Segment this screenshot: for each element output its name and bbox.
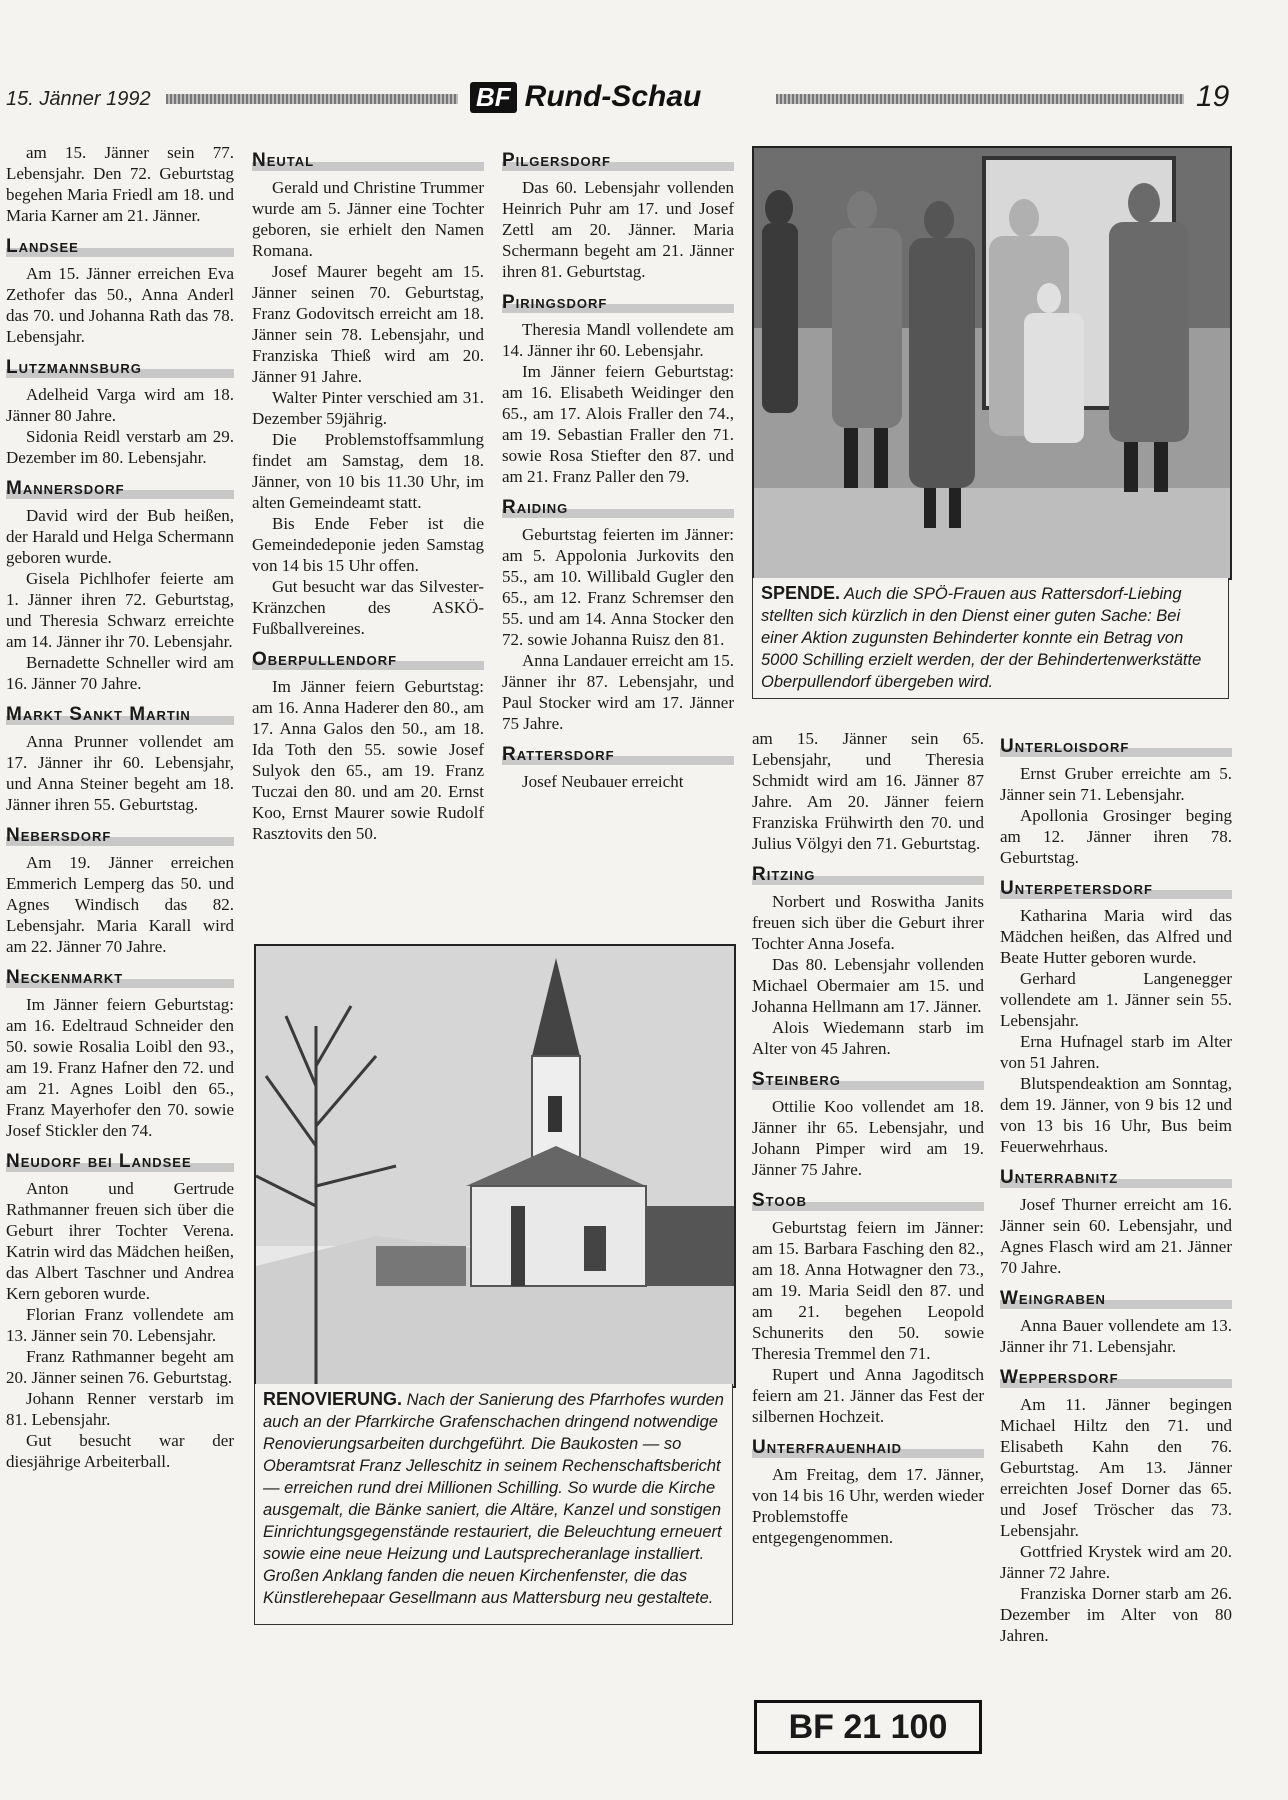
article-paragraph: Erna Hufnagel starb im Alter von 51 Jahren. xyxy=(1000,1032,1232,1072)
section-heading-piringsdorf: Piringsdorf xyxy=(502,290,734,313)
renovierung-caption xyxy=(254,1384,733,1625)
article-paragraph: Gut besucht war der diesjährige Arbeiterball. xyxy=(6,1431,234,1471)
article-paragraph: Walter Pinter verschied am 31. Dezember 59jährig. xyxy=(252,388,484,428)
page-number: 19 xyxy=(1196,80,1230,113)
article-paragraph: am 15. Jänner sein 77. Lebensjahr. Den 72. Geburtstag begehen Maria Friedl am 18. und Maria Karner am 21. Jänner. xyxy=(6,143,234,225)
article-paragraph: Gut besucht war das Silvester-Kränzchen des ASKÖ-Fußballvereines. xyxy=(252,577,484,638)
article-paragraph: Johann Renner verstarb im 81. Lebensjahr. xyxy=(6,1389,234,1429)
masthead-logo xyxy=(470,80,701,114)
column-3 xyxy=(502,140,734,792)
article-paragraph: Geburtstag feierten im Jänner: am 5. Appolonia Jurkovits den 55., am 10. Willibald Gugler den 65., am 12. Franz Schremser den 55. und am 14. Anna Stocker den 72. sowie Johanna Ruisz den 81. xyxy=(502,525,734,649)
section-heading-neutal: Neutal xyxy=(252,148,484,171)
article-paragraph: Anna Prunner vollendet am 17. Jänner ihr 60. Lebensjahr, und Anna Steiner begeht am 18. Jänner ihren 55. Geburtstag. xyxy=(6,732,234,814)
article-paragraph: Apollonia Grosinger beging am 12. Jänner ihren 78. Geburtstag. xyxy=(1000,806,1232,867)
article-paragraph: Die Problemstoffsammlung findet am Samstag, dem 18. Jänner, von 10 bis 11.30 Uhr, im alten Gemeindeamt statt. xyxy=(252,430,484,512)
article-paragraph: Katharina Maria wird das Mädchen heißen, das Alfred und Beate Hutter geboren wurde. xyxy=(1000,906,1232,967)
article-paragraph: Im Jänner feiern Geburtstag: am 16. Elisabeth Weidinger den 65., am 17. Alois Fraller den 74., am 19. Sebastian Fraller den 71. sowie Rosa Stiefter den 87. und am 21. Franz Paller den 79. xyxy=(502,362,734,486)
logo-title: Rund-Schau xyxy=(524,80,702,113)
article-paragraph: David wird der Bub heißen, der Harald und Helga Schermann geboren wurde. xyxy=(6,506,234,567)
spende-caption xyxy=(752,578,1229,699)
article-paragraph: Gisela Pichlhofer feierte am 1. Jänner ihren 72. Geburtstag, und Theresia Schwarz erreichte am 14. Jänner ihr 70. Lebensjahr. xyxy=(6,569,234,651)
article-paragraph: Geburtstag feiern im Jänner: am 15. Barbara Fasching den 82., am 18. Anna Hotwagner den 73., am 19. Maria Seidl den 87. und am 21. begehen Leopold Schunerits den 50. sowie Theresia Tremmel den 71. xyxy=(752,1218,984,1363)
section-heading-nebersdorf: Nebersdorf xyxy=(6,823,234,846)
article-paragraph: Am 11. Jänner begingen Michael Hiltz den 71. und Elisabeth Kahn den 76. Geburtstag. Am 13. Jänner erreichten Josef Dorner das 65. und Josef Tröscher das 73. Lebensjahr. xyxy=(1000,1395,1232,1540)
issue-date: 15. Jänner 1992 xyxy=(6,88,151,110)
article-paragraph: Bernadette Schneller wird am 16. Jänner 70 Jahre. xyxy=(6,653,234,693)
article-paragraph: Theresia Mandl vollendete am 14. Jänner ihr 60. Lebensjahr. xyxy=(502,320,734,360)
renovierung-caption-lead: RENOVIERUNG. xyxy=(263,1389,403,1409)
article-paragraph: Florian Franz vollendete am 13. Jänner sein 70. Lebensjahr. xyxy=(6,1305,234,1345)
article-paragraph: Sidonia Reidl verstarb am 29. Dezember im 80. Lebensjahr. xyxy=(6,427,234,467)
article-paragraph: Josef Maurer begeht am 15. Jänner seinen 70. Geburtstag, Franz Godovitsch erreicht am 18. Jänner sein 78. Lebensjahr, und Franziska Thieß wird am 20. Jänner 91 Jahre. xyxy=(252,262,484,386)
logo-bf: BF xyxy=(470,82,517,113)
article-paragraph: Adelheid Varga wird am 18. Jänner 80 Jahre. xyxy=(6,385,234,425)
article-paragraph: Das 80. Lebensjahr vollenden Michael Obermaier am 15. und Johanna Hellmann am 17. Jänner. xyxy=(752,955,984,1016)
church-photo-graphic xyxy=(256,946,734,1386)
article-paragraph: Alois Wiedemann starb im Alter von 45 Jahren. xyxy=(752,1018,984,1058)
article-paragraph: Im Jänner feiern Geburtstag: am 16. Edeltraud Schneider den 50. sowie Rosalia Loibl den 93., am 19. Franz Hafner den 72. und am 21. Agnes Loibl den 65., Franz Mayerhofer den 70. sowie Josef Stickler den 74. xyxy=(6,995,234,1140)
section-heading-markt-sankt-martin: Markt Sankt Martin xyxy=(6,702,234,725)
spende-caption-text: Auch die SPÖ-Frauen aus Rattersdorf-Liebing stellten sich kürzlich in den Dienst einer guten Sache: Bei einer Aktion zugunsten Behinderter konnte ein Betrag von 5000 Schilling erzielt werden, der der Behindertenwerkstätte Oberpullendorf übergeben wird. xyxy=(761,585,1202,691)
section-heading-neudorf-bei-landsee: Neudorf bei Landsee xyxy=(6,1149,234,1172)
column-4 xyxy=(752,728,984,1548)
section-heading-neckenmarkt: Neckenmarkt xyxy=(6,965,234,988)
article-paragraph: Gerald und Christine Trummer wurde am 5. Jänner eine Tochter geboren, sie erhielt den Namen Romana. xyxy=(252,178,484,260)
article-paragraph: Gerhard Langenegger vollendete am 1. Jänner sein 55. Lebensjahr. xyxy=(1000,969,1232,1030)
section-heading-oberpullendorf: Oberpullendorf xyxy=(252,647,484,670)
article-paragraph: Norbert und Roswitha Janits freuen sich über die Geburt ihrer Tochter Anna Josefa. xyxy=(752,892,984,953)
section-heading-weppersdorf: Weppersdorf xyxy=(1000,1365,1232,1388)
article-paragraph: Ottilie Koo vollendet am 18. Jänner ihr 65. Lebensjahr, und Johann Pimper wird am 19. Jänner 75 Jahre. xyxy=(752,1097,984,1179)
renovierung-caption-text: Nach der Sanierung des Pfarrhofes wurden auch an der Pfarrkirche Grafenschachen dringend notwendige Renovierungsarbeiten durchgeführt. Die Baukosten — so Oberamtsrat Franz Jelleschitz in seinem Rechenschaftsbericht — erreichen rund drei Millionen Schilling. So wurde die Kirche ausgemalt, die Bänke saniert, die Altäre, Kanzel und sonstigen Einrichtungsgegenstände restauriert, die Beleuchtung erneuert sowie eine neue Heizung und Lautsprecheranlage installiert. Großen Anklang fanden die neuen Kirchenfenster, die das Künstlerehepaar Gesellmann aus Mattersburg neu gestaltete. xyxy=(263,1391,724,1607)
article-paragraph: Gottfried Krystek wird am 20. Jänner 72 Jahre. xyxy=(1000,1542,1232,1582)
column-5 xyxy=(1000,726,1232,1646)
section-heading-raiding: Raiding xyxy=(502,495,734,518)
section-heading-rattersdorf: Rattersdorf xyxy=(502,742,734,765)
article-paragraph: Bis Ende Feber ist die Gemeindedeponie jeden Samstag von 14 bis 15 Uhr offen. xyxy=(252,514,484,575)
article-paragraph: Franziska Dorner starb am 26. Dezember im Alter von 80 Jahren. xyxy=(1000,1584,1232,1645)
header-rule-right xyxy=(776,94,1184,104)
article-paragraph: Josef Neubauer erreicht xyxy=(522,772,684,791)
section-heading-pilgersdorf: Pilgersdorf xyxy=(502,148,734,171)
church-photo xyxy=(254,944,736,1388)
section-heading-unterpetersdorf: Unterpetersdorf xyxy=(1000,876,1232,899)
column-1 xyxy=(6,142,234,1472)
spende-caption-lead: SPENDE. xyxy=(761,583,841,603)
spende-group-photo xyxy=(752,146,1232,580)
column-2 xyxy=(252,140,484,844)
group-photo-graphic xyxy=(754,148,1230,578)
bf-code-box: BF 21 100 xyxy=(754,1700,982,1754)
header-rule-left xyxy=(166,94,458,104)
article-paragraph: Anton und Gertrude Rathmanner freuen sich über die Geburt ihrer Tochter Verena. Katrin wird das Mädchen heißen, das Albert Taschner und Andrea Kern geboren wurde. xyxy=(6,1179,234,1303)
article-paragraph: am 15. Jänner sein 65. Lebensjahr, und Theresia Schmidt wird am 16. Jänner 87 Jahre. Am 20. Jänner feiern Franziska Frühwirth den 70. und Julius Völgyi den 71. Geburtstag. xyxy=(752,729,984,853)
article-paragraph: Im Jänner feiern Geburtstag: am 16. Anna Haderer den 80., am 17. Anna Galos den 50., am 18. Ida Toth den 55. sowie Josef Sulyok den 65., am 19. Franz Tuczai den 80. und am 20. Ernst Koo, Ernst Maurer sowie Rudolf Rasztovits den 50. xyxy=(252,677,484,843)
section-heading-ritzing: Ritzing xyxy=(752,862,984,885)
article-paragraph: Blutspendeaktion am Sonntag, dem 19. Jänner, von 9 bis 12 und von 13 bis 16 Uhr, Bus beim Feuerwehrhaus. xyxy=(1000,1074,1232,1156)
section-heading-unterrabnitz: Unterrabnitz xyxy=(1000,1165,1232,1188)
article-paragraph: Am 15. Jänner erreichen Eva Zethofer das 50., Anna Anderl das 70. und Johanna Rath das 78. Lebensjahr. xyxy=(6,264,234,346)
section-heading-lutzmannsburg: Lutzmannsburg xyxy=(6,355,234,378)
article-paragraph: Ernst Gruber erreichte am 5. Jänner sein 71. Lebensjahr. xyxy=(1000,764,1232,804)
section-heading-stoob: Stoob xyxy=(752,1188,984,1211)
article-paragraph: Das 60. Lebensjahr vollenden Heinrich Puhr am 17. und Josef Zettl am 20. Jänner. Maria Schermann begeht am 21. Jänner ihren 81. Geburtstag. xyxy=(502,178,734,281)
section-heading-unterfrauenhaid: Unterfrauenhaid xyxy=(752,1435,984,1458)
article-paragraph: Anna Bauer vollendete am 13. Jänner ihr 71. Lebensjahr. xyxy=(1000,1316,1232,1356)
article-paragraph: Am Freitag, dem 17. Jänner, von 14 bis 16 Uhr, werden wieder Problemstoffe entgegengenommen. xyxy=(752,1465,984,1547)
article-paragraph: Rupert und Anna Jagoditsch feiern am 21. Jänner das Fest der silbernen Hochzeit. xyxy=(752,1365,984,1426)
article-paragraph: Anna Landauer erreicht am 15. Jänner ihr 87. Lebensjahr, und Paul Stocker wird am 17. Jänner 75 Jahre. xyxy=(502,651,734,733)
section-heading-unterloisdorf: Unterloisdorf xyxy=(1000,734,1232,757)
section-heading-weingraben: Weingraben xyxy=(1000,1286,1232,1309)
section-heading-landsee: Landsee xyxy=(6,234,234,257)
article-paragraph: Josef Thurner erreicht am 16. Jänner sein 60. Lebensjahr, und Agnes Flasch wird am 21. Jänner 70 Jahre. xyxy=(1000,1195,1232,1277)
section-heading-steinberg: Steinberg xyxy=(752,1067,984,1090)
section-heading-mannersdorf: Mannersdorf xyxy=(6,476,234,499)
article-paragraph: Franz Rathmanner begeht am 20. Jänner seinen 76. Geburtstag. xyxy=(6,1347,234,1387)
article-paragraph: Am 19. Jänner erreichen Emmerich Lemperg das 50. und Agnes Windisch das 82. Lebensjahr. Maria Karall wird am 22. Jänner 70 Jahre. xyxy=(6,853,234,956)
